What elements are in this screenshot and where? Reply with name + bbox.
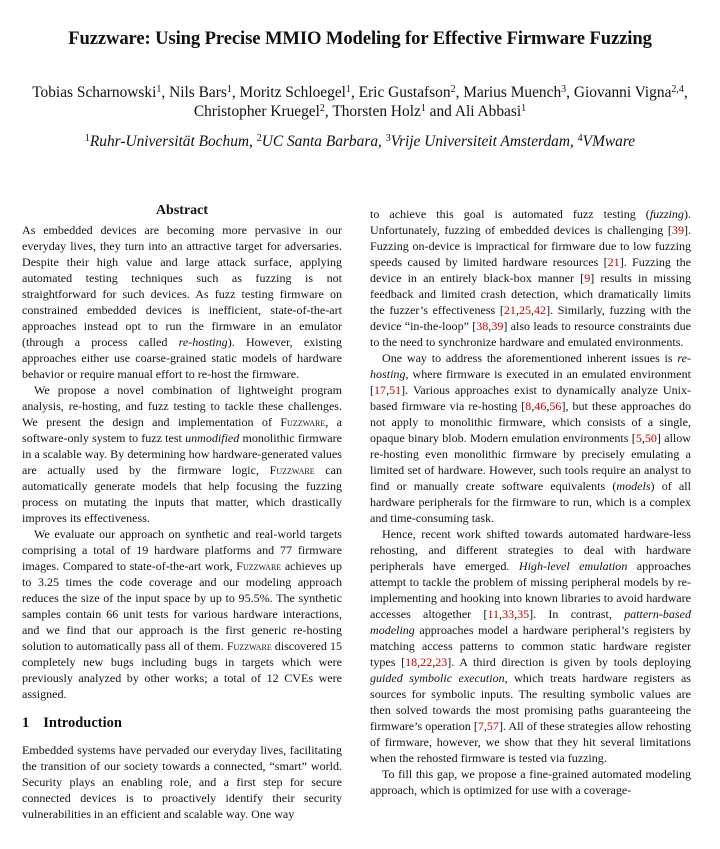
emphasis: unmodified [185,431,240,445]
author-affiliation-mark: 1 [420,103,426,114]
affiliation-name: VMware [582,133,636,150]
citation-link[interactable]: 57 [486,719,499,733]
author-name: Marius Muench [463,84,562,101]
author-name: Nils Bars [169,84,227,101]
author-affiliation-mark: 1 [521,103,527,114]
affiliation-name: Vrije Universiteit Amsterdam [390,133,570,150]
author-name: Ali Abbasi [454,103,522,120]
author-affiliation-mark: 1 [345,84,351,95]
citation-link[interactable]: 9 [584,271,591,285]
paragraph: One way to address the aforementioned inherent issues is re-hosting, where firmware is executed in an emulated environment [17,51]. Various approaches exist to dynamically analyze Unix-based firmware via re-hosting [8,46,56], but these approaches do not apply to monolithic firmware, which consists of a single, opaque binary blob. Modern emulation environments [5,50] allow re-hosting even monolithic firmware by precisely emulating a limited set of hardware. However, such tools require an analyst to find or manually create software equivalents (models) of all hardware peripherals for the firmware to run, which is a complex and time-consuming task. [370,351,691,525]
introduction-right-column [370,206,691,798]
emphasis: re-hosting [178,335,228,349]
citation-link[interactable]: 22 [420,655,433,669]
author-name: Thorsten Holz [332,103,421,120]
author-name: Tobias Scharnowski [32,84,157,101]
citation-link[interactable]: 21 [503,303,516,317]
citation-link[interactable]: 56 [549,399,562,413]
emphasis: models [616,479,651,493]
author-affiliation-mark: 1 [156,84,162,95]
author-affiliation-mark: 2 [319,103,325,114]
emphasis: guided symbolic execution [370,671,505,685]
citation-link[interactable]: 21 [607,255,620,269]
paragraph: Hence, recent work shifted towards automated hardware-less rehosting, and different strategies to deal with hardware peripherals have emerged. High-level emulation approaches attempt to tackle the problem of missing peripheral models by re-implementing and hooking into known libraries to avoid hardware accesses altogether [11,33,35]. In contrast, pattern-based modeling approaches model a hardware peripheral’s registers by matching access patterns to common static hardware register types [18,22,23]. A third direction is given by tools deploying guided symbolic execution, which treats hardware registers as sources for symbolic inputs. The resulting symbolic values are then solved towards the most promising paths guaranteeing the firmware’s operation [7,57]. All of these strategies allow rehosting of firmware, however, we show that they hit several limitations when the rehosted firmware is tested via fuzzing. [370,527,692,765]
paragraph: To fill this gap, we propose a fine-grained automated modeling approach, which is optimized for use with a coverage- [370,767,691,797]
citation-link[interactable]: 23 [435,655,448,669]
citation-link[interactable]: 33 [502,607,515,621]
section-number: 1 [22,715,30,731]
affiliation-list: $^1$Ruhr-Universität Bochum, $^2$UC Santa Barbara, $^3$Vrije Universiteit Amsterdam, $^4$VMware [84,133,636,150]
citation-link[interactable]: 46 [534,399,547,413]
author-name: Giovanni Vigna [573,84,672,101]
affiliation-number: 2 [256,133,262,144]
section-heading-introduction [22,715,122,732]
author-name: Moritz Schloegel [239,84,346,101]
citation-link[interactable]: 25 [518,303,531,317]
affiliation-name: UC Santa Barbara [261,133,379,150]
system-name: Fuzzware [236,559,282,573]
author-affiliation-mark: 2,4 [671,84,684,95]
affiliation-number: 3 [385,133,391,144]
citation-link[interactable]: 18 [405,655,418,669]
section-title: Introduction [43,715,122,731]
system-name: Fuzzware [280,415,326,429]
emphasis: High-level emulation [518,559,628,573]
citation-link[interactable]: 11 [487,607,500,621]
system-name: Fuzzware [226,639,272,653]
paragraph: We propose a novel combination of lightweight program analysis, re-hosting, and fuzz testing to tackle these challenges. We present the design and implementation of Fuzzware, a software-only system to fuzz test unmodified monolithic firmware in a scalable way. By determining how hardware-generated values are actually used by the firmware logic, Fuzzware can automatically generate models that help focusing the fuzzing process on mutating the inputs that matter, which drastically improves its effectiveness. [22,383,342,525]
introduction-left-column [22,742,342,822]
citation-link[interactable]: 35 [517,607,530,621]
paragraph: We evaluate our approach on synthetic and real-world targets comprising a total of 19 hardware platforms and 77 firmware images. Compared to state-of-the-art work, Fuzzware achieves up to 3.25 times the code coverage and our modeling approach reduces the size of the input space by up to 95.5%. The synthetic samples contain 66 unit tests for various hardware interactions, and we find that our approach is the first generic re-hosting solution to automatically pass all of them. Fuzzware discovered 15 completely new bugs including bugs in targets which were previously analyzed by other works; a total of 12 CVEs were assigned. [22,527,342,701]
paragraph: to achieve this goal is automated fuzz testing (fuzzing). Unfortunately, fuzzing of embedded devices is challenging [39]. Fuzzing on-device is impractical for firmware due to low fuzzing speeds caused by limited hardware resources [21]. Fuzzing the device in an entirely black-box manner [9] results in missing feedback and limited crash detection, which dramatically limits the fuzzer’s effectiveness [21,25,42]. Similarly, fuzzing with the device “in-the-loop” [38,39] also leads to resource constraints due to the need to synchronize hardware and emulated environments. [370,207,692,349]
abstract-body [22,222,342,702]
affiliation-name: Ruhr-Universität Bochum [89,133,250,150]
emphasis: pattern-based modeling [370,607,691,637]
citation-link[interactable]: 39 [491,319,504,333]
emphasis: re-hosting [370,351,691,381]
citation-link[interactable]: 8 [525,399,532,413]
system-name: Fuzzware [269,463,315,477]
paragraph: Embedded systems have pervaded our everyday lives, facilitating the transition of our society towards a connected, “smart” world. Security plays an enabling role, and a first step for secure connected devices is to proactively identify their security vulnerabilities in an efficient and scalable way. One way [22,743,342,821]
citation-link[interactable]: 7 [477,719,484,733]
citation-link[interactable]: 42 [534,303,547,317]
citation-link[interactable]: 51 [389,383,402,397]
author-list: Tobias Scharnowski$^1$, Nils Bars$^1$, Moritz Schloegel$^1$, Eric Gustafson$^2$, Marius Muench$^3$, Giovanni Vigna$^{2,4}$, Christopher Kruegel$^2$, Thorsten Holz$^1$ and Ali Abbasi$^1$ [32,84,688,120]
author-affiliation-mark: 1 [226,84,232,95]
abstract-heading: Abstract [155,203,209,218]
affiliation-number: 4 [577,133,583,144]
author-name: Eric Gustafson [358,84,451,101]
author-name: Christopher Kruegel [193,103,320,120]
emphasis: fuzzing [649,207,684,221]
citation-link[interactable]: 17 [374,383,387,397]
citation-link[interactable]: 5 [635,431,642,445]
paper-title: Fuzzware: Using Precise MMIO Modeling for Effective Firmware Fuzzing [68,28,652,49]
citation-link[interactable]: 39 [671,223,684,237]
citation-link[interactable]: 38 [476,319,489,333]
author-affiliation-mark: 2 [450,84,456,95]
paragraph: As embedded devices are becoming more pervasive in our everyday lives, they turn into an attractive target for adversaries. Despite their high value and large attack surface, applying automated testing techniques such as fuzzing is not straightforward for such devices. As fuzz testing firmware on constrained embedded devices is inefficient, state-of-the-art approaches instead opt to run the firmware in an emulator (through a process called re-hosting). However, existing approaches either use coarse-grained static models of hardware behavior or require manual effort to re-host the firmware. [22,223,342,381]
citation-link[interactable]: 50 [644,431,657,445]
affiliation-number: 1 [84,133,90,144]
author-affiliation-mark: 3 [561,84,567,95]
